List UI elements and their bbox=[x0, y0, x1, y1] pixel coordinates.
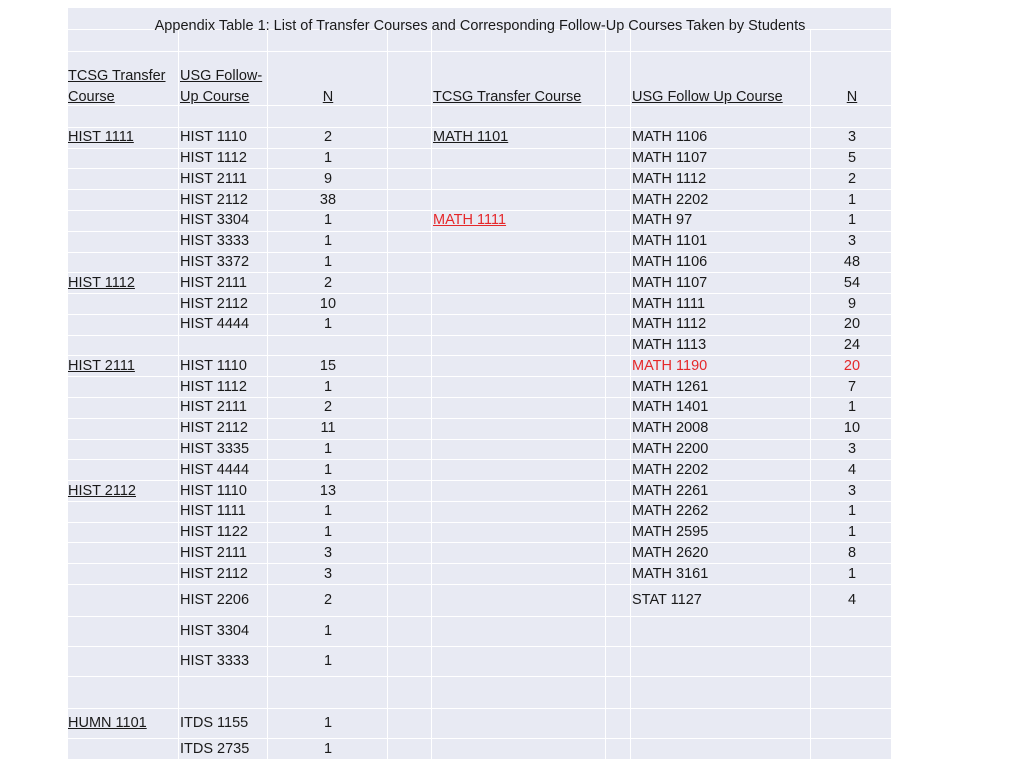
grid-cell bbox=[388, 336, 432, 357]
header-left-transfer: TCSG Transfer Course bbox=[68, 68, 166, 105]
grid-cell bbox=[388, 543, 432, 564]
right-count: 1 bbox=[847, 191, 857, 208]
left-count: 38 bbox=[319, 191, 337, 208]
grid-cell bbox=[606, 440, 631, 461]
grid-cell bbox=[68, 585, 179, 617]
right-count: 3 bbox=[847, 129, 857, 146]
grid-cell bbox=[606, 169, 631, 190]
grid-cell bbox=[432, 739, 606, 760]
right-count: 1 bbox=[847, 524, 857, 541]
grid-cell bbox=[606, 739, 631, 760]
grid-cell bbox=[631, 617, 811, 647]
grid-cell bbox=[388, 253, 432, 274]
grid-cell bbox=[432, 106, 606, 128]
grid-cell bbox=[606, 502, 631, 523]
left-followup-course: HIST 3372 bbox=[180, 254, 250, 270]
grid-cell bbox=[606, 294, 631, 315]
grid-cell bbox=[432, 149, 606, 170]
right-followup-course: MATH 2200 bbox=[632, 441, 709, 458]
grid-cell bbox=[432, 543, 606, 564]
table-title: Appendix Table 1: List of Transfer Courses and Corresponding Follow-Up Courses Taken by Students bbox=[154, 18, 806, 34]
grid-cell bbox=[606, 543, 631, 564]
left-transfer-course: HIST 1112 bbox=[68, 274, 135, 291]
grid-cell bbox=[606, 709, 631, 739]
right-count: 20 bbox=[843, 357, 861, 374]
grid-cell bbox=[606, 647, 631, 677]
grid-cell bbox=[432, 523, 606, 544]
grid-cell bbox=[68, 502, 179, 523]
grid-cell bbox=[432, 315, 606, 336]
right-followup-course: MATH 1107 bbox=[632, 150, 708, 166]
left-count: 15 bbox=[319, 357, 337, 374]
left-followup-course: HIST 3333 bbox=[180, 233, 250, 250]
grid-cell bbox=[606, 617, 631, 647]
left-followup-course: HIST 2112 bbox=[180, 191, 248, 208]
left-count: 3 bbox=[323, 544, 333, 561]
grid-cell bbox=[388, 481, 432, 502]
right-count: 4 bbox=[847, 461, 857, 478]
grid-cell bbox=[606, 253, 631, 274]
grid-cell bbox=[68, 647, 179, 677]
right-count: 3 bbox=[847, 233, 857, 250]
grid-cell bbox=[432, 564, 606, 585]
left-count: 1 bbox=[323, 524, 333, 541]
grid-cell bbox=[432, 294, 606, 315]
left-count: 2 bbox=[323, 592, 333, 609]
grid-cell bbox=[388, 315, 432, 336]
left-followup-course: HIST 1110 bbox=[180, 482, 247, 499]
grid-cell bbox=[606, 481, 631, 502]
left-count: 2 bbox=[323, 129, 333, 146]
left-followup-course: HIST 2112 bbox=[180, 565, 248, 582]
grid-cell bbox=[432, 709, 606, 739]
header-right-n: N bbox=[846, 89, 858, 105]
grid-cell bbox=[432, 336, 606, 357]
left-count: 1 bbox=[323, 378, 333, 395]
grid-cell bbox=[68, 617, 179, 647]
grid-cell bbox=[388, 232, 432, 253]
left-count: 1 bbox=[323, 715, 333, 732]
right-count: 3 bbox=[847, 482, 857, 499]
right-followup-course: MATH 3161 bbox=[632, 565, 709, 582]
left-followup-course: HIST 1111 bbox=[180, 503, 246, 520]
right-count: 2 bbox=[847, 170, 857, 187]
grid-cell bbox=[432, 232, 606, 253]
grid-cell bbox=[68, 336, 179, 357]
right-followup-course: MATH 2202 bbox=[632, 191, 709, 208]
grid-cell bbox=[606, 315, 631, 336]
grid-cell bbox=[388, 419, 432, 440]
grid-cell bbox=[432, 460, 606, 481]
grid-cell bbox=[179, 336, 268, 357]
grid-cell bbox=[388, 294, 432, 315]
grid-cell bbox=[388, 585, 432, 617]
left-count: 1 bbox=[323, 740, 333, 757]
grid-cell bbox=[388, 128, 432, 149]
grid-cell bbox=[388, 709, 432, 739]
right-count: 24 bbox=[843, 337, 861, 354]
grid-cell bbox=[432, 398, 606, 419]
grid-cell bbox=[432, 647, 606, 677]
right-followup-course: MATH 2262 bbox=[632, 503, 709, 520]
grid-cell bbox=[432, 356, 606, 377]
grid-cell bbox=[811, 677, 892, 709]
left-transfer-course: HIST 2112 bbox=[68, 482, 136, 499]
grid-cell bbox=[68, 398, 179, 419]
grid-cell bbox=[811, 617, 892, 647]
grid-cell bbox=[388, 377, 432, 398]
right-count: 20 bbox=[843, 316, 861, 333]
left-followup-course: HIST 4444 bbox=[180, 316, 250, 333]
right-count: 48 bbox=[843, 254, 861, 270]
grid-cell bbox=[631, 677, 811, 709]
left-count: 10 bbox=[319, 295, 337, 312]
grid-cell bbox=[388, 502, 432, 523]
grid-cell bbox=[388, 398, 432, 419]
right-followup-course: MATH 1107 bbox=[632, 274, 708, 291]
header-right-followup: USG Follow Up Course bbox=[632, 89, 783, 105]
right-followup-course: MATH 1401 bbox=[632, 399, 709, 416]
right-followup-course: MATH 1190 bbox=[632, 357, 708, 374]
left-followup-course: HIST 4444 bbox=[180, 461, 250, 478]
grid-cell bbox=[606, 211, 631, 232]
grid-cell bbox=[811, 106, 892, 128]
left-followup-course: HIST 2111 bbox=[180, 170, 247, 187]
left-count: 1 bbox=[323, 316, 333, 333]
right-followup-course: MATH 1111 bbox=[632, 295, 706, 312]
left-count: 1 bbox=[323, 441, 333, 458]
grid-cell bbox=[68, 739, 179, 760]
left-followup-course: HIST 1110 bbox=[180, 357, 247, 374]
right-followup-course: MATH 1101 bbox=[632, 233, 708, 250]
grid-cell bbox=[432, 377, 606, 398]
left-followup-course: HIST 1112 bbox=[180, 378, 247, 395]
left-followup-course: HIST 3333 bbox=[180, 653, 250, 670]
grid-cell bbox=[68, 211, 179, 232]
grid-cell bbox=[68, 315, 179, 336]
grid-cell bbox=[388, 677, 432, 709]
grid-cell bbox=[606, 106, 631, 128]
right-followup-course: STAT 1127 bbox=[632, 592, 702, 609]
grid-cell bbox=[606, 398, 631, 419]
grid-cell bbox=[606, 377, 631, 398]
grid-cell bbox=[268, 106, 388, 128]
header-left-followup: USG Follow-Up Course bbox=[180, 68, 263, 105]
grid-cell bbox=[388, 356, 432, 377]
grid-cell bbox=[432, 273, 606, 294]
grid-cell bbox=[606, 190, 631, 211]
right-count: 5 bbox=[847, 150, 857, 166]
left-count: 13 bbox=[319, 482, 337, 499]
grid-cell bbox=[268, 336, 388, 357]
grid-cell bbox=[388, 52, 432, 106]
grid-cell bbox=[811, 709, 892, 739]
grid-cell bbox=[68, 106, 179, 128]
left-count: 3 bbox=[323, 565, 333, 582]
right-count: 8 bbox=[847, 544, 857, 561]
right-followup-course: MATH 2595 bbox=[632, 524, 709, 541]
header-right-transfer: TCSG Transfer Course bbox=[433, 89, 582, 105]
grid-cell bbox=[388, 149, 432, 170]
grid-cell bbox=[606, 128, 631, 149]
grid-cell bbox=[68, 543, 179, 564]
right-count: 1 bbox=[847, 565, 857, 582]
grid-cell bbox=[179, 106, 268, 128]
left-followup-course: HIST 2111 bbox=[180, 399, 247, 416]
left-count: 1 bbox=[323, 623, 333, 640]
right-followup-course: MATH 1261 bbox=[632, 378, 709, 395]
right-count: 3 bbox=[847, 441, 857, 458]
right-followup-course: MATH 2202 bbox=[632, 461, 709, 478]
grid-cell bbox=[606, 523, 631, 544]
right-count: 1 bbox=[847, 503, 857, 520]
grid-cell bbox=[68, 169, 179, 190]
left-followup-course: HIST 1122 bbox=[180, 524, 248, 541]
right-followup-course: MATH 1113 bbox=[632, 337, 707, 354]
right-followup-course: MATH 1106 bbox=[632, 254, 708, 270]
left-count: 1 bbox=[323, 212, 333, 229]
grid-cell bbox=[606, 356, 631, 377]
grid-cell bbox=[68, 564, 179, 585]
grid-cell bbox=[606, 336, 631, 357]
left-count: 1 bbox=[323, 461, 333, 478]
right-followup-course: MATH 1112 bbox=[632, 316, 707, 333]
grid-cell bbox=[606, 677, 631, 709]
grid-cell bbox=[631, 106, 811, 128]
grid-cell bbox=[388, 460, 432, 481]
grid-cell bbox=[68, 253, 179, 274]
left-count: 1 bbox=[323, 653, 333, 670]
left-count: 1 bbox=[323, 233, 333, 250]
grid-cell bbox=[388, 647, 432, 677]
right-followup-course: MATH 2261 bbox=[632, 482, 709, 499]
grid-cell bbox=[388, 523, 432, 544]
grid-cell bbox=[388, 190, 432, 211]
left-transfer-course: HIST 2111 bbox=[68, 357, 135, 374]
grid-cell bbox=[606, 419, 631, 440]
left-followup-course: HIST 2112 bbox=[180, 420, 248, 437]
right-count: 9 bbox=[847, 295, 857, 312]
right-count: 54 bbox=[843, 274, 861, 291]
grid-cell bbox=[606, 585, 631, 617]
left-followup-course: ITDS 1155 bbox=[180, 715, 249, 732]
grid-cell bbox=[631, 739, 811, 760]
left-followup-course: HIST 2111 bbox=[180, 544, 247, 561]
grid-cell bbox=[811, 739, 892, 760]
grid-cell bbox=[388, 440, 432, 461]
left-followup-course: ITDS 2735 bbox=[180, 740, 250, 757]
right-count: 10 bbox=[843, 420, 861, 437]
left-count: 11 bbox=[320, 420, 336, 437]
grid-cell bbox=[432, 585, 606, 617]
grid-cell bbox=[432, 481, 606, 502]
right-followup-course: MATH 1112 bbox=[632, 170, 707, 187]
grid-cell bbox=[432, 190, 606, 211]
grid-cell bbox=[606, 149, 631, 170]
left-followup-course: HIST 3304 bbox=[180, 623, 250, 640]
grid-cell bbox=[631, 647, 811, 677]
grid-cell bbox=[68, 294, 179, 315]
left-transfer-course: HIST 1111 bbox=[68, 129, 134, 146]
grid-cell bbox=[68, 440, 179, 461]
right-followup-course: MATH 1106 bbox=[632, 129, 708, 146]
left-followup-course: HIST 3335 bbox=[180, 441, 250, 458]
grid-cell bbox=[432, 502, 606, 523]
grid-cell bbox=[388, 169, 432, 190]
left-followup-course: HIST 1110 bbox=[180, 129, 247, 146]
right-count: 4 bbox=[847, 592, 857, 609]
grid-cell bbox=[68, 523, 179, 544]
grid-cell bbox=[432, 677, 606, 709]
grid-cell bbox=[268, 677, 388, 709]
grid-cell bbox=[388, 273, 432, 294]
left-followup-course: HIST 2112 bbox=[180, 295, 248, 312]
right-count: 1 bbox=[847, 399, 857, 416]
right-count: 1 bbox=[847, 212, 857, 229]
grid-cell bbox=[606, 52, 631, 106]
right-count: 7 bbox=[847, 378, 857, 395]
left-count: 1 bbox=[323, 254, 333, 270]
left-count: 2 bbox=[323, 399, 333, 416]
grid-cell bbox=[432, 419, 606, 440]
grid-cell bbox=[68, 460, 179, 481]
grid-cell bbox=[179, 677, 268, 709]
grid-cell bbox=[606, 564, 631, 585]
grid-cell bbox=[68, 232, 179, 253]
grid-cell bbox=[388, 211, 432, 232]
grid-cell bbox=[432, 169, 606, 190]
right-transfer-course: MATH 1101 bbox=[433, 129, 509, 146]
left-count: 2 bbox=[323, 274, 333, 291]
grid-cell bbox=[631, 709, 811, 739]
grid-cell bbox=[606, 232, 631, 253]
grid-cell bbox=[432, 617, 606, 647]
left-transfer-course: HUMN 1101 bbox=[68, 715, 147, 732]
left-count: 9 bbox=[323, 170, 333, 187]
left-count: 1 bbox=[323, 150, 333, 166]
grid-cell bbox=[68, 419, 179, 440]
grid-cell bbox=[388, 739, 432, 760]
grid-cell bbox=[432, 253, 606, 274]
left-followup-course: HIST 2206 bbox=[180, 592, 250, 609]
appendix-table bbox=[68, 8, 892, 760]
grid-cell bbox=[606, 460, 631, 481]
right-followup-course: MATH 2008 bbox=[632, 420, 709, 437]
header-left-n: N bbox=[322, 89, 334, 105]
grid-cell bbox=[68, 190, 179, 211]
right-followup-course: MATH 2620 bbox=[632, 544, 709, 561]
left-followup-course: HIST 1112 bbox=[180, 150, 247, 166]
left-followup-course: HIST 2111 bbox=[180, 274, 247, 291]
grid-cell bbox=[68, 677, 179, 709]
grid-cell bbox=[388, 106, 432, 128]
right-transfer-course: MATH 1111 bbox=[433, 212, 507, 229]
grid-cell bbox=[432, 440, 606, 461]
right-followup-course: MATH 97 bbox=[632, 212, 693, 229]
grid-cell bbox=[388, 564, 432, 585]
grid-cell bbox=[388, 617, 432, 647]
left-count: 1 bbox=[323, 503, 333, 520]
grid-cell bbox=[68, 149, 179, 170]
left-followup-course: HIST 3304 bbox=[180, 212, 250, 229]
grid-cell bbox=[811, 647, 892, 677]
grid-cell bbox=[606, 273, 631, 294]
grid-cell bbox=[68, 377, 179, 398]
